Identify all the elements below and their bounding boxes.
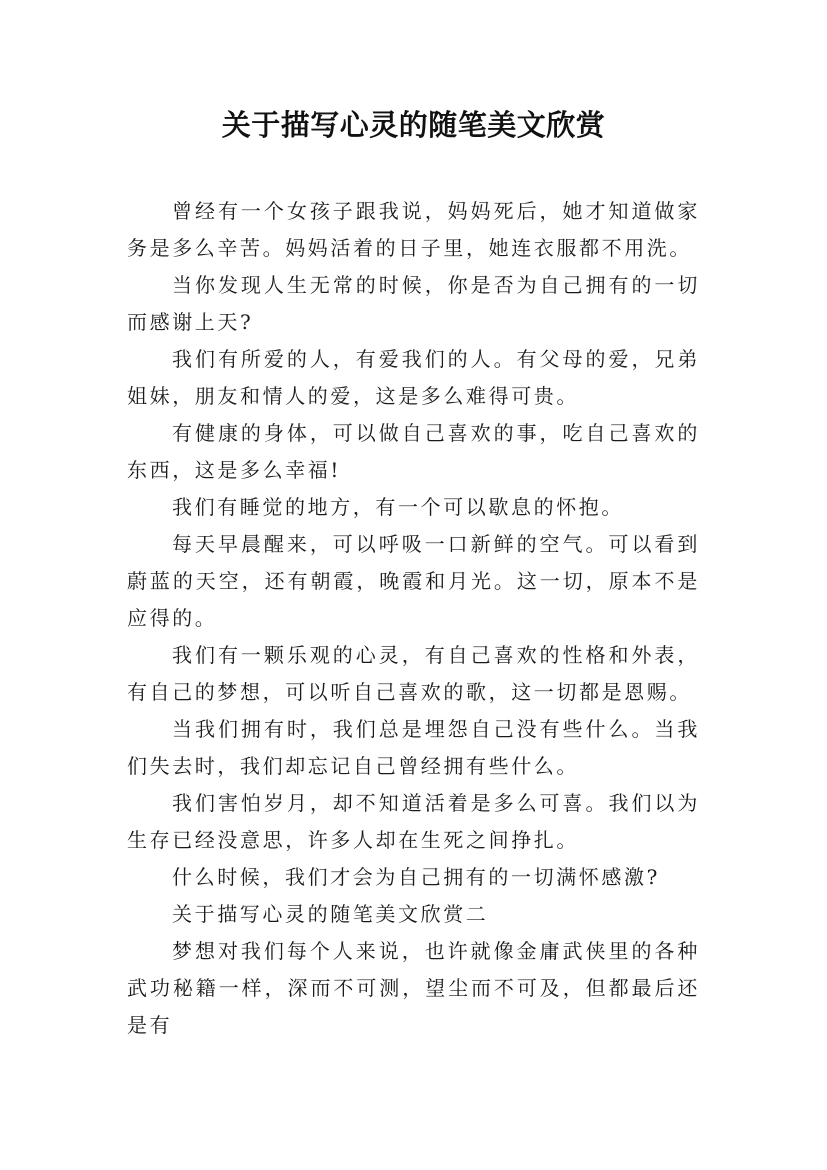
paragraph: 当我们拥有时，我们总是埋怨自己没有些什么。当我们失去时，我们却忘记自己曾经拥有些什么。 <box>127 717 700 778</box>
paragraph: 我们有所爱的人，有爱我们的人。有父母的爱，兄弟姐妹，朋友和情人的爱，这是多么难得可贵。 <box>127 347 700 408</box>
section-heading: 关于描写心灵的随笔美文欣赏二 <box>172 902 489 926</box>
paragraph: 每天早晨醒来，可以呼吸一口新鲜的空气。可以看到蔚蓝的天空，还有朝霞，晚霞和月光。这一切，原本不是应得的。 <box>127 532 700 630</box>
paragraph: 我们有睡觉的地方，有一个可以歇息的怀抱。 <box>172 495 624 519</box>
paragraph: 曾经有一个女孩子跟我说，妈妈死后，她才知道做家务是多么辛苦。妈妈活着的日子里，她连衣服都不用洗。 <box>127 199 700 260</box>
paragraph: 我们有一颗乐观的心灵，有自己喜欢的性格和外表，有自己的梦想，可以听自己喜欢的歌，这一切都是恩赐。 <box>127 643 700 704</box>
paragraph: 我们害怕岁月，却不知道活着是多么可喜。我们以为生存已经没意思，许多人却在生死之间挣扎。 <box>127 791 700 852</box>
paragraph: 有健康的身体，可以做自己喜欢的事，吃自己喜欢的东西，这是多么幸福! <box>127 421 700 482</box>
document-title: 关于描写心灵的随笔美文欣赏 <box>221 108 606 142</box>
document-body <box>127 193 700 1044</box>
paragraph: 什么时候，我们才会为自己拥有的一切满怀感激? <box>172 865 660 889</box>
paragraph: 梦想对我们每个人来说，也许就像金庸武侠里的各种武功秘籍一样，深而不可测，望尘而不可及，但都最后还是有 <box>127 939 700 1037</box>
paragraph: 当你发现人生无常的时候，你是否为自己拥有的一切而感谢上天? <box>127 273 700 334</box>
